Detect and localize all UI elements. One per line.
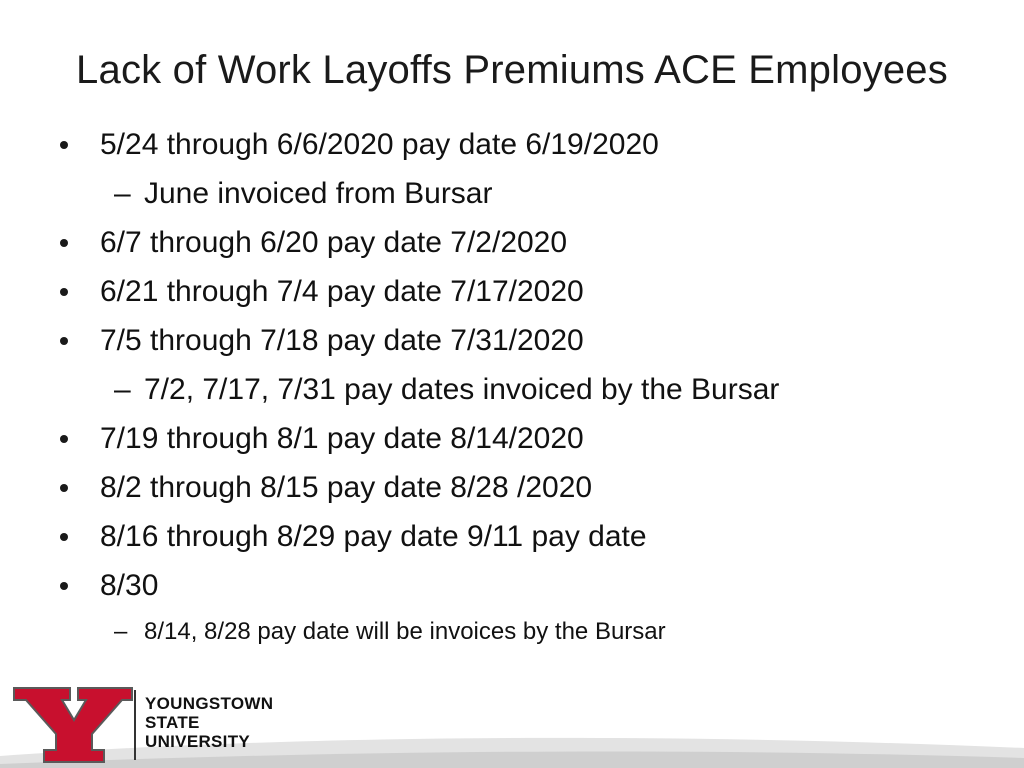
bullet-icon bbox=[60, 435, 68, 443]
bullet-list bbox=[58, 120, 1008, 654]
list-item: – June invoiced from Bursar bbox=[58, 169, 1008, 218]
slide-title: Lack of Work Layoffs Premiums ACE Employees bbox=[76, 48, 948, 92]
bullet-icon bbox=[60, 288, 68, 296]
bullet-icon bbox=[60, 533, 68, 541]
bullet-icon bbox=[60, 239, 68, 247]
list-item: 5/24 through 6/6/2020 pay date 6/19/2020 bbox=[58, 120, 1008, 169]
bullet-icon bbox=[60, 337, 68, 345]
logo-wordmark: YOUNGSTOWN STATE UNIVERSITY bbox=[145, 694, 274, 751]
list-item: 8/2 through 8/15 pay date 8/28 /2020 bbox=[58, 463, 1008, 512]
logo-divider bbox=[134, 690, 136, 760]
list-item: 7/5 through 7/18 pay date 7/31/2020 bbox=[58, 316, 1008, 365]
dash-icon: – bbox=[114, 373, 131, 406]
dash-icon: – bbox=[114, 177, 131, 210]
list-item: – 7/2, 7/17, 7/31 pay dates invoiced by the Bursar bbox=[58, 365, 1008, 414]
list-item: 8/30 bbox=[58, 561, 1008, 610]
list-item: 8/16 through 8/29 pay date 9/11 pay date bbox=[58, 512, 1008, 561]
bullet-icon bbox=[60, 484, 68, 492]
dash-icon: – bbox=[114, 618, 128, 645]
bullet-icon bbox=[60, 141, 68, 149]
list-item: – 8/14, 8/28 pay date will be invoices by the Bursar bbox=[58, 610, 1008, 654]
bullet-icon bbox=[60, 582, 68, 590]
list-item: 7/19 through 8/1 pay date 8/14/2020 bbox=[58, 414, 1008, 463]
list-item: 6/21 through 7/4 pay date 7/17/2020 bbox=[58, 267, 1008, 316]
list-item: 6/7 through 6/20 pay date 7/2/2020 bbox=[58, 218, 1008, 267]
